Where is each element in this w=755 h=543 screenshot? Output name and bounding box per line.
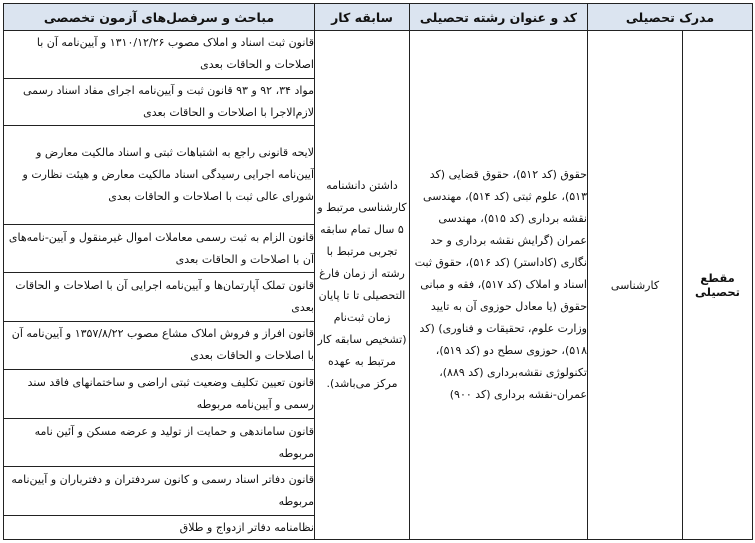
topic-cell: قانون تعیین تکلیف وضعیت ثبتی اراضی و ساختمانهای فاقد سند رسمی و آیین‌نامه مربوطه (4, 370, 315, 419)
header-topics: مباحث و سرفصل‌های آزمون تخصصی (4, 4, 315, 31)
topic-cell: قانون ثبت اسناد و املاک مصوب ۱۳۱۰/۱۲/۲۶ و آیین‌نامه آن با اصلاحات و الحاقات بعدی (4, 31, 315, 79)
topic-cell: قانون افراز و فروش املاک مشاع مصوب ۱۳۵۷/۸/۲۲ و آیین‌نامه آن با اصلاحات و الحاقات بعدی (4, 321, 315, 370)
header-experience: سابقه کار (315, 4, 410, 31)
header-degree: مدرک تحصیلی (588, 4, 753, 31)
requirements-table (3, 3, 753, 540)
level-cell: کارشناسی (588, 31, 683, 540)
table-row (4, 31, 753, 79)
topic-cell: قانون دفاتر اسناد رسمی و کانون سردفتران و دفترباران و آیین‌نامه مربوطه (4, 467, 315, 516)
header-field: کد و عنوان رشته تحصیلی (410, 4, 588, 31)
header-row (4, 4, 753, 31)
topic-cell: نظامنامه دفاتر ازدواج و طلاق (4, 516, 315, 540)
field-cell: حقوق (کد ۵۱۲)، حقوق قضایی (کد ۵۱۳)، علوم ثبتی (کد ۵۱۴)، مهندسی نقشه برداری (کد ۵۱۵)، مهندسی عمران (گرایش نقشه برداری و حد نگاری (کاداستر) (کد ۵۱۶)، حقوق ثبت اسناد و املاک (کد ۵۱۷)، فقه و مبانی حقوق (یا معادل حوزوی آن به تایید وزارت علوم، تحقیقات و فناوری) (کد ۵۱۸)، حوزوی سطح دو (کد ۵۱۹)، تکنولوژی نقشه‌برداری (کد ۸۸۹)، عمران-نقشه برداری (کد ۹۰۰) (410, 31, 588, 540)
topic-cell: قانون ساماندهی و حمایت از تولید و عرضه مسکن و آئین نامه مربوطه (4, 418, 315, 467)
grade-cell: مقطع تحصیلی (683, 31, 753, 540)
topic-cell: لایحه قانونی راجع به اشتباهات ثبتی و اسناد مالکیت معارض و آیین‌نامه اجرایی رسیدگی اسناد مالکیت معارض و هیئت نظارت و شورای عالی ثبت با اصلاحات و الحاقات بعدی (4, 126, 315, 225)
topic-cell: قانون الزام به ثبت رسمی معاملات اموال غیرمنقول و آیین-نامه‌های آن با اصلاحات و الحاقات بعدی (4, 225, 315, 273)
topic-cell: قانون تملک آپارتمان‌ها و آیین‌نامه اجرایی آن با اصلاحات و الحاقات بعدی (4, 273, 315, 322)
topic-cell: مواد ۳۴، ۹۲ و ۹۳ قانون ثبت و آیین‌نامه اجرای مفاد اسناد رسمی لازم‌الاجرا با اصلاحات و الحاقات بعدی (4, 78, 315, 126)
experience-cell: داشتن دانشنامه کارشناسی مرتبط و ۵ سال تمام سابقه تجربی مرتبط با رشته از زمان فارغ التحصیلی تا تا پایان زمان ثبت‌نام (تشخیص سابقه کار مرتبط به عهده مرکز می‌باشد). (315, 31, 410, 540)
